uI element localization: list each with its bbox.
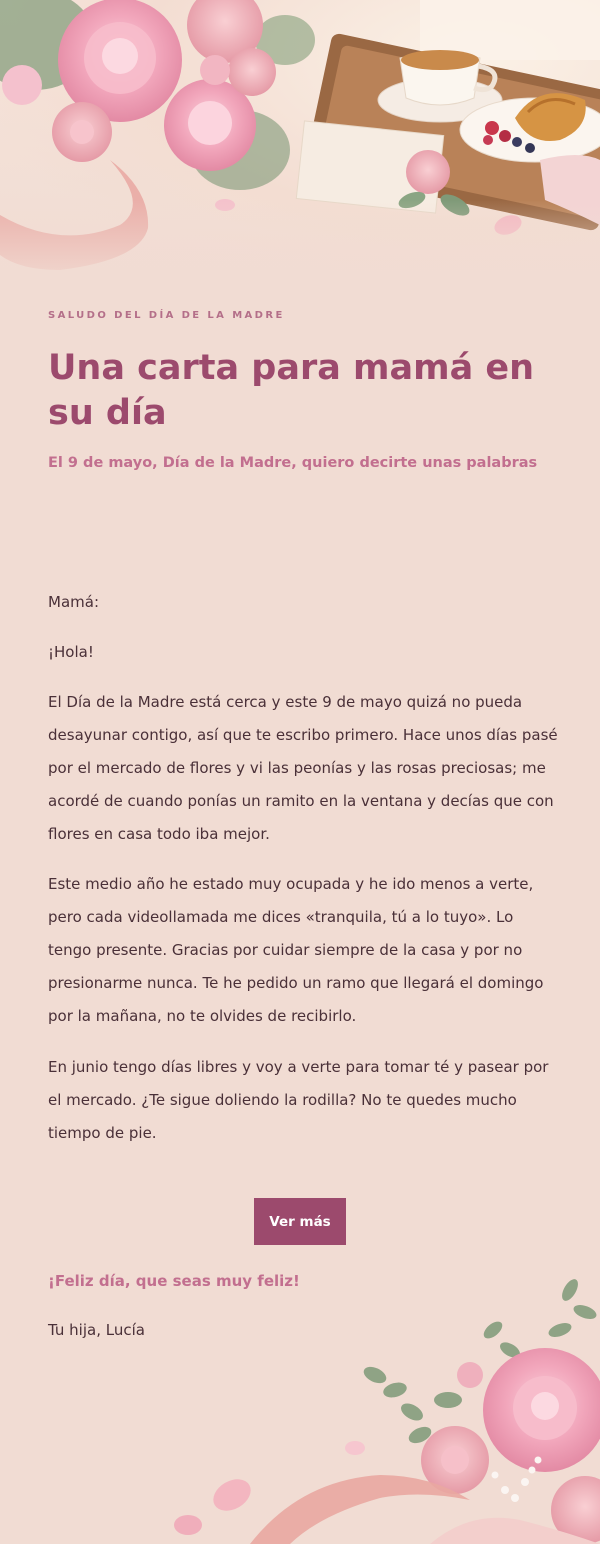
letter-paragraph-1: El Día de la Madre está cerca y este 9 de mayo quizá no pueda desayunar contigo, así que te escribo primero. Hace unos días pasé por el mercado de flores y vi las peonías y las rosas preciosas; me acordé de cuando ponías un ramito en la ventana y decías que con flores en casa todo iba mejor. xyxy=(48,693,558,843)
footer-illustration xyxy=(0,1270,600,1544)
page-subtitle: El 9 de mayo, Día de la Madre, quiero decirte unas palabras xyxy=(48,455,538,471)
page-title: Una carta para mamá en su día xyxy=(48,348,535,433)
closing-wish: ¡Feliz día, que seas muy feliz! xyxy=(48,1272,300,1290)
footer-image xyxy=(0,1270,600,1544)
hero-image xyxy=(0,0,600,290)
signature: Tu hija, Lucía xyxy=(48,1321,145,1339)
letter-paragraph-2: Este medio año he estado muy ocupada y he ido menos a verte, pero cada videollamada me dices «tranquila, tú a lo tuyo». Lo tengo presente. Gracias por cuidar siempre de la casa y por no presionarme nunca. Te he pedido un ramo que llegará el domingo por la mañana, no te olvides de recibirlo. xyxy=(48,875,544,1025)
letter-paragraph-3: En junio tengo días libres y voy a verte para tomar té y pasear por el mercado. ¿Te sigue doliendo la rodilla? No te quedes mucho tiempo de pie. xyxy=(48,1058,549,1142)
hero-illustration xyxy=(0,0,600,290)
eyebrow-label: SALUDO DEL DÍA DE LA MADRE xyxy=(48,310,285,321)
letter-greeting: Mamá: xyxy=(48,593,99,611)
letter-hello: ¡Hola! xyxy=(48,643,94,661)
read-more-button[interactable]: Ver más xyxy=(254,1198,346,1245)
